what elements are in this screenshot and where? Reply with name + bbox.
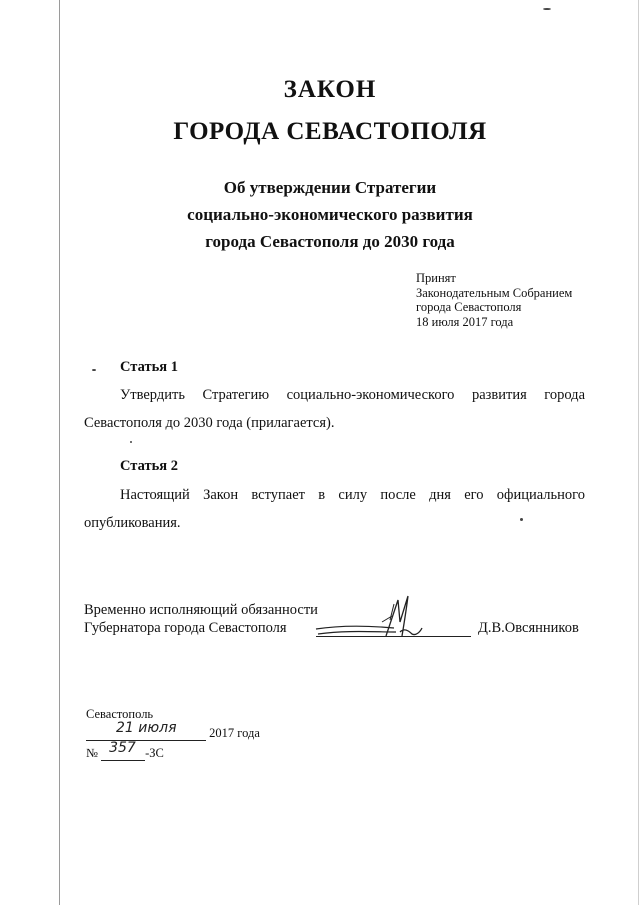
signatory-position: Временно исполняющий обязанности: [84, 602, 318, 618]
adoption-note-line: города Севастополя: [416, 300, 522, 314]
scan-speck: [130, 441, 132, 443]
article-2-text: [84, 481, 585, 537]
date-blank: [86, 720, 206, 741]
number-blank: [101, 740, 145, 761]
adoption-note-line: 18 июля 2017 года: [416, 314, 514, 329]
law-subject-line: Об утверждении Стратегии: [223, 178, 437, 197]
article-2-line: опубликования.: [84, 515, 181, 531]
handwritten-signature: [312, 592, 472, 642]
signing-place: Севастополь: [86, 707, 154, 721]
date-year: 2017 года: [209, 726, 260, 740]
article-2-heading: Статья 2: [120, 458, 178, 474]
document-title-city: ГОРОДА СЕВАСТОПОЛЯ: [173, 118, 487, 145]
article-2-line: Настоящий Закон вступает в силу после дня его официального: [120, 487, 585, 503]
article-1-line: Севастополя до 2030 года (прилагается).: [84, 415, 335, 431]
signing-date: [86, 720, 260, 741]
handwritten-number: 357: [109, 740, 136, 756]
law-subject-line: социально-экономического развития: [187, 205, 473, 224]
adoption-note-line: Законодательным Собранием: [416, 285, 573, 300]
article-1-line: Утвердить Стратегию социально-экономического развития города: [120, 387, 585, 403]
adoption-note-line: Принят: [416, 271, 456, 285]
adoption-note: [416, 271, 572, 329]
handwritten-date: 21 июля: [116, 720, 177, 736]
law-subject-line: города Севастополя до 2030 года: [205, 232, 455, 251]
signatory-position: Губернатора города Севастополя: [84, 620, 287, 636]
signatory-name: Д.В.Овсянников: [478, 620, 579, 636]
number-suffix: -ЗС: [145, 746, 164, 760]
law-subject: [0, 174, 640, 255]
article-1-heading: Статья 1: [120, 359, 178, 375]
scan-speck: [92, 369, 96, 371]
scan-speck: [543, 8, 551, 10]
article-1-text: [84, 381, 585, 437]
law-number: [86, 740, 164, 761]
number-sign: №: [86, 746, 98, 760]
document-title: ЗАКОН: [283, 76, 377, 103]
